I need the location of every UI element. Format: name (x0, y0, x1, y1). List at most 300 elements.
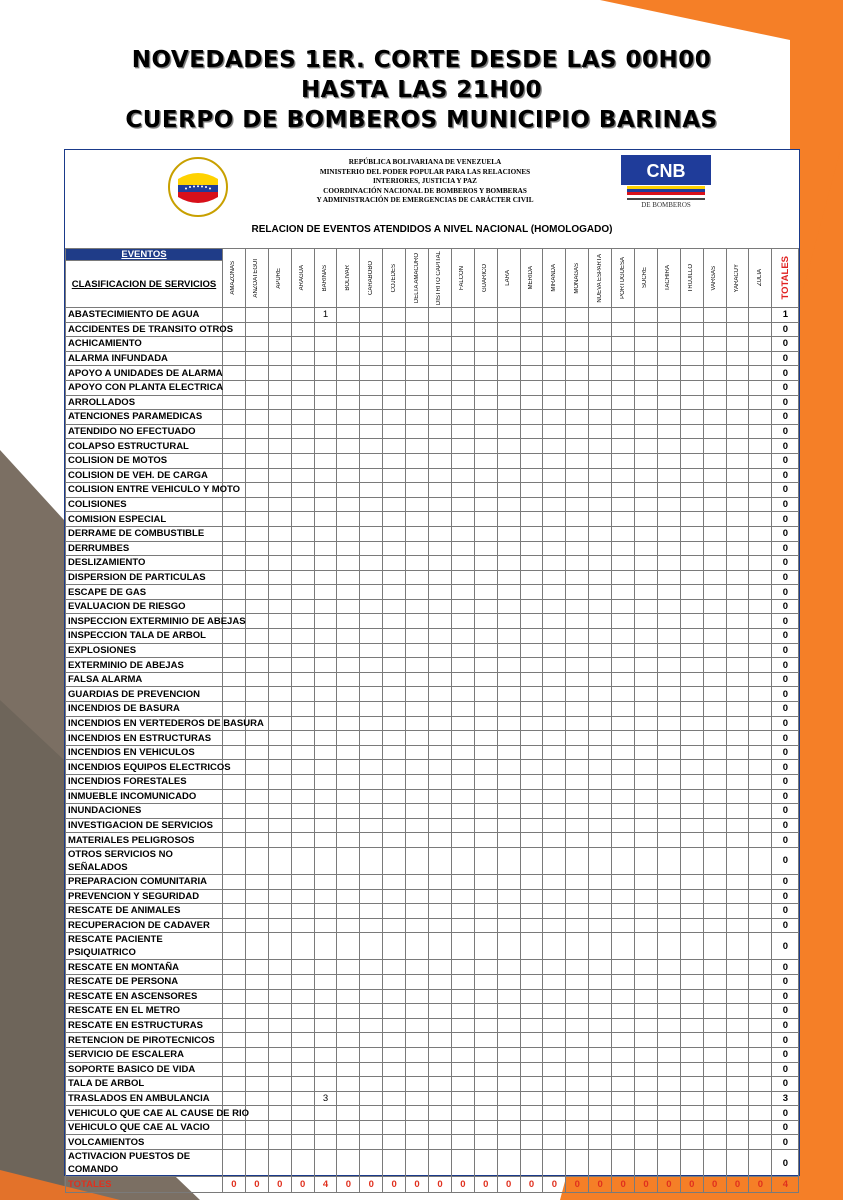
state-cell (589, 337, 612, 352)
state-cell (383, 380, 406, 395)
service-label: APOYO A UNIDADES DE ALARMA (66, 366, 223, 381)
state-header-label: MONAGAS (573, 262, 580, 294)
state-cell (223, 599, 246, 614)
state-total: 0 (291, 1177, 314, 1193)
state-cell (520, 1150, 543, 1177)
state-cell (703, 497, 726, 512)
state-cell (406, 614, 429, 629)
state-cell (657, 643, 680, 658)
row-total: 0 (772, 775, 799, 790)
totals-row-label: TOTALES (66, 1177, 223, 1193)
state-cell (749, 497, 772, 512)
state-cell (291, 526, 314, 541)
state-cell (451, 322, 474, 337)
state-cell (360, 614, 383, 629)
state-cell (612, 960, 635, 975)
state-cell (451, 989, 474, 1004)
state-total: 0 (245, 1177, 268, 1193)
state-cell (635, 989, 658, 1004)
table-row (66, 1077, 799, 1092)
state-cell (497, 337, 520, 352)
state-cell (337, 889, 360, 904)
state-cell (451, 974, 474, 989)
state-cell (635, 1135, 658, 1150)
state-cell (291, 439, 314, 454)
service-label: PREVENCION Y SEGURIDAD (66, 889, 223, 904)
state-cell (680, 804, 703, 819)
row-total: 0 (772, 716, 799, 731)
table-row (66, 974, 799, 989)
state-cell (726, 904, 749, 919)
state-cell (749, 629, 772, 644)
service-label: INCENDIOS EN ESTRUCTURAS (66, 731, 223, 746)
state-cell (337, 1120, 360, 1135)
state-cell (520, 918, 543, 933)
state-total: 0 (474, 1177, 497, 1193)
state-cell (291, 716, 314, 731)
state-cell (291, 847, 314, 874)
state-cell (543, 789, 566, 804)
state-cell (680, 366, 703, 381)
state-cell (291, 1106, 314, 1121)
state-cell (474, 599, 497, 614)
state-cell (612, 1033, 635, 1048)
state-cell (360, 874, 383, 889)
state-cell (703, 424, 726, 439)
state-cell (589, 424, 612, 439)
state-cell (314, 337, 337, 352)
state-cell (566, 702, 589, 717)
state-cell (451, 497, 474, 512)
state-cell (566, 497, 589, 512)
state-cell (497, 989, 520, 1004)
state-cell (589, 643, 612, 658)
state-cell (543, 1047, 566, 1062)
state-cell (680, 308, 703, 323)
page-title (0, 45, 843, 135)
state-cell (383, 556, 406, 571)
state-cell (680, 716, 703, 731)
state-cell (291, 974, 314, 989)
state-cell (245, 424, 268, 439)
state-cell (406, 556, 429, 571)
state-cell (268, 643, 291, 658)
state-cell (291, 1004, 314, 1019)
state-cell (566, 1004, 589, 1019)
state-cell (589, 483, 612, 498)
state-cell (612, 308, 635, 323)
state-cell (337, 308, 360, 323)
state-cell (520, 687, 543, 702)
state-cell (589, 526, 612, 541)
state-cell (612, 933, 635, 960)
state-cell (314, 974, 337, 989)
state-cell (223, 1033, 246, 1048)
state-cell (680, 483, 703, 498)
state-cell (566, 658, 589, 673)
state-cell (566, 1135, 589, 1150)
state-cell (680, 760, 703, 775)
state-cell (680, 1150, 703, 1177)
state-cell (245, 989, 268, 1004)
state-cell (268, 395, 291, 410)
state-cell (291, 599, 314, 614)
service-label: INCENDIOS FORESTALES (66, 775, 223, 790)
state-header-label: DISTRITO CAPITAL (436, 250, 443, 306)
state-cell (314, 1120, 337, 1135)
state-cell (612, 804, 635, 819)
state-cell (520, 585, 543, 600)
state-cell (612, 366, 635, 381)
state-cell (314, 775, 337, 790)
state-cell (749, 904, 772, 919)
state-cell (291, 904, 314, 919)
state-cell (612, 497, 635, 512)
state-cell (451, 526, 474, 541)
state-header-label: ANZOATEGUI (253, 258, 260, 298)
state-cell (406, 960, 429, 975)
state-cell (360, 366, 383, 381)
state-cell (566, 541, 589, 556)
state-cell (383, 1033, 406, 1048)
state-cell (749, 468, 772, 483)
state-cell (566, 904, 589, 919)
state-cell (383, 933, 406, 960)
state-cell (451, 918, 474, 933)
state-cell (566, 874, 589, 889)
state-cell (383, 351, 406, 366)
state-cell (337, 439, 360, 454)
state-cell (337, 974, 360, 989)
service-label: DESLIZAMIENTO (66, 556, 223, 571)
state-cell (429, 1004, 452, 1019)
state-cell (337, 512, 360, 527)
state-cell (680, 512, 703, 527)
state-cell (543, 904, 566, 919)
service-label: RESCATE EN ESTRUCTURAS (66, 1018, 223, 1033)
state-cell (406, 395, 429, 410)
state-cell (451, 512, 474, 527)
state-cell (612, 716, 635, 731)
table-row (66, 1004, 799, 1019)
state-cell (291, 424, 314, 439)
state-cell (245, 687, 268, 702)
state-cell (383, 483, 406, 498)
state-cell (429, 889, 452, 904)
state-cell (657, 614, 680, 629)
state-cell (680, 974, 703, 989)
state-cell (543, 614, 566, 629)
state-cell (680, 570, 703, 585)
state-cell (360, 1062, 383, 1077)
state-cell (451, 380, 474, 395)
state-cell (360, 1077, 383, 1092)
state-cell (566, 468, 589, 483)
state-cell (337, 789, 360, 804)
state-total: 0 (657, 1177, 680, 1193)
row-total: 0 (772, 337, 799, 352)
state-cell (657, 933, 680, 960)
state-cell (589, 380, 612, 395)
service-label: INCENDIOS EQUIPOS ELECTRICOS (66, 760, 223, 775)
state-cell (589, 874, 612, 889)
state-cell (589, 974, 612, 989)
state-cell (497, 512, 520, 527)
state-cell (703, 439, 726, 454)
state-cell (429, 337, 452, 352)
table-row (66, 1047, 799, 1062)
state-cell (635, 1120, 658, 1135)
state-cell (383, 308, 406, 323)
state-cell (291, 889, 314, 904)
state-cell (726, 1004, 749, 1019)
state-cell (497, 453, 520, 468)
state-cell (589, 1120, 612, 1135)
state-cell (566, 526, 589, 541)
state-cell (635, 1033, 658, 1048)
state-cell (223, 526, 246, 541)
state-cell (474, 833, 497, 848)
state-cell (726, 410, 749, 425)
state-cell (451, 1135, 474, 1150)
state-cell (268, 672, 291, 687)
state-cell (566, 453, 589, 468)
table-row (66, 1018, 799, 1033)
state-cell (657, 687, 680, 702)
state-cell (497, 1047, 520, 1062)
state-cell (635, 556, 658, 571)
state-cell (497, 585, 520, 600)
state-cell (337, 804, 360, 819)
state-cell (520, 1033, 543, 1048)
state-cell (223, 497, 246, 512)
state-cell (726, 1106, 749, 1121)
state-cell (406, 366, 429, 381)
state-cell (566, 775, 589, 790)
state-cell (383, 818, 406, 833)
state-cell (589, 1106, 612, 1121)
row-total: 0 (772, 643, 799, 658)
row-total: 0 (772, 1120, 799, 1135)
state-cell (245, 889, 268, 904)
state-cell (360, 960, 383, 975)
state-cell (497, 410, 520, 425)
state-cell (314, 1077, 337, 1092)
state-cell (223, 629, 246, 644)
state-cell (680, 889, 703, 904)
state-cell (360, 570, 383, 585)
state-cell (360, 745, 383, 760)
table-row (66, 308, 799, 323)
state-cell (566, 918, 589, 933)
state-cell (383, 760, 406, 775)
state-cell (360, 847, 383, 874)
state-cell (223, 1120, 246, 1135)
table-row (66, 395, 799, 410)
state-cell (268, 789, 291, 804)
state-cell (314, 672, 337, 687)
state-header-guarico (474, 249, 497, 308)
state-cell (680, 1018, 703, 1033)
state-cell (703, 556, 726, 571)
state-cell (657, 960, 680, 975)
state-cell (543, 804, 566, 819)
state-cell (268, 918, 291, 933)
state-cell (635, 483, 658, 498)
state-cell (497, 541, 520, 556)
table-row (66, 702, 799, 717)
row-total: 0 (772, 322, 799, 337)
state-cell (726, 933, 749, 960)
state-cell (749, 731, 772, 746)
state-cell (360, 672, 383, 687)
state-cell (589, 1018, 612, 1033)
state-cell (406, 439, 429, 454)
state-cell (497, 918, 520, 933)
state-cell (589, 1150, 612, 1177)
state-cell (657, 366, 680, 381)
table-row (66, 760, 799, 775)
state-cell (451, 658, 474, 673)
state-cell (657, 351, 680, 366)
state-cell (520, 716, 543, 731)
state-cell (406, 716, 429, 731)
state-cell (657, 672, 680, 687)
state-cell (406, 789, 429, 804)
state-header-sucre (635, 249, 658, 308)
government-heading (275, 158, 575, 206)
state-cell (474, 1120, 497, 1135)
row-total: 0 (772, 804, 799, 819)
state-cell (749, 933, 772, 960)
state-cell (451, 1062, 474, 1077)
state-cell (726, 322, 749, 337)
state-cell (680, 904, 703, 919)
state-cell (657, 874, 680, 889)
state-cell (589, 672, 612, 687)
state-cell (703, 818, 726, 833)
state-cell (703, 874, 726, 889)
state-cell (520, 804, 543, 819)
state-cell (703, 933, 726, 960)
state-cell (337, 847, 360, 874)
state-cell (635, 818, 658, 833)
state-cell (337, 497, 360, 512)
state-cell (406, 1018, 429, 1033)
state-cell (680, 745, 703, 760)
state-header-barinas (314, 249, 337, 308)
state-cell (474, 1018, 497, 1033)
state-cell (703, 643, 726, 658)
state-cell (451, 745, 474, 760)
state-cell (291, 512, 314, 527)
state-cell (566, 439, 589, 454)
state-cell (543, 1062, 566, 1077)
row-total: 0 (772, 1150, 799, 1177)
state-cell (543, 1091, 566, 1106)
state-cell (497, 380, 520, 395)
state-cell (429, 395, 452, 410)
state-cell (337, 337, 360, 352)
table-row (66, 874, 799, 889)
state-header-vargas (703, 249, 726, 308)
state-cell (566, 1047, 589, 1062)
clasificacion-header: CLASIFICACION DE SERVICIOS (66, 261, 223, 308)
state-cell (383, 322, 406, 337)
state-cell (245, 453, 268, 468)
state-cell (291, 556, 314, 571)
state-cell (291, 789, 314, 804)
state-cell (406, 702, 429, 717)
state-cell (680, 702, 703, 717)
state-cell (360, 1018, 383, 1033)
state-cell (451, 468, 474, 483)
totals-row (66, 1177, 799, 1193)
state-cell (566, 889, 589, 904)
state-cell (245, 960, 268, 975)
state-cell (566, 643, 589, 658)
state-cell (314, 629, 337, 644)
state-cell (383, 789, 406, 804)
state-total: 0 (268, 1177, 291, 1193)
row-total: 0 (772, 512, 799, 527)
state-cell (749, 658, 772, 673)
state-cell (268, 1091, 291, 1106)
state-cell (451, 585, 474, 600)
state-cell (612, 337, 635, 352)
service-label: ATENCIONES PARAMEDICAS (66, 410, 223, 425)
state-cell (657, 904, 680, 919)
state-cell (680, 395, 703, 410)
state-cell (520, 629, 543, 644)
state-header-zulia (749, 249, 772, 308)
state-cell (589, 599, 612, 614)
state-cell (635, 497, 658, 512)
state-total: 0 (635, 1177, 658, 1193)
state-cell (314, 468, 337, 483)
row-total: 0 (772, 541, 799, 556)
state-cell (726, 308, 749, 323)
state-cell (360, 453, 383, 468)
state-cell (726, 833, 749, 848)
state-cell (497, 308, 520, 323)
state-cell (383, 874, 406, 889)
state-cell: 1 (314, 308, 337, 323)
state-header-label: MIRANDA (550, 264, 557, 292)
state-cell (314, 989, 337, 1004)
state-cell (429, 716, 452, 731)
state-cell (635, 308, 658, 323)
state-cell (337, 818, 360, 833)
state-cell (726, 1135, 749, 1150)
state-cell (383, 337, 406, 352)
state-cell (543, 439, 566, 454)
state-cell (612, 789, 635, 804)
state-cell (451, 629, 474, 644)
state-total: 0 (726, 1177, 749, 1193)
row-total: 0 (772, 989, 799, 1004)
state-cell (383, 453, 406, 468)
state-cell (383, 1091, 406, 1106)
state-cell (566, 1018, 589, 1033)
state-cell (406, 570, 429, 585)
state-cell (360, 1150, 383, 1177)
state-total: 0 (680, 1177, 703, 1193)
state-cell (543, 687, 566, 702)
state-cell (680, 468, 703, 483)
service-label: RESCATE DE ANIMALES (66, 904, 223, 919)
row-total: 0 (772, 1106, 799, 1121)
